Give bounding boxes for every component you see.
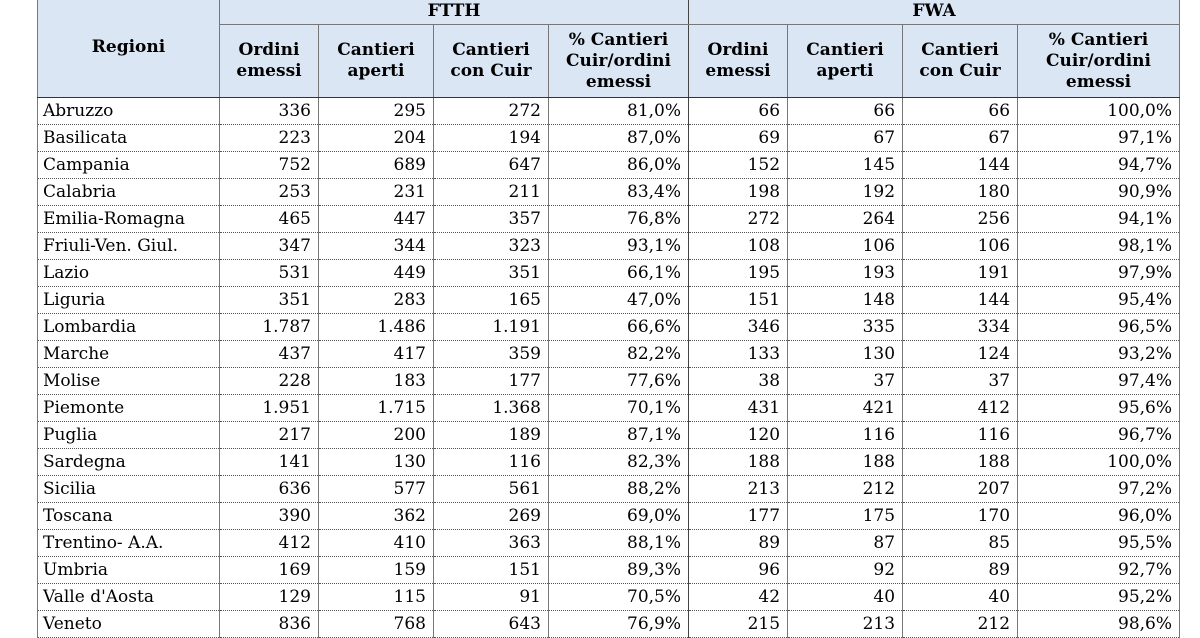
cell-fwa-ordini-emessi: 69 bbox=[689, 125, 788, 152]
cell-ftth-cantieri-aperti: 283 bbox=[319, 287, 434, 314]
cell-region-name: Molise bbox=[38, 368, 220, 395]
header-regions: Regioni bbox=[38, 0, 220, 98]
cell-ftth-ordini-emessi: 169 bbox=[220, 557, 319, 584]
table-header bbox=[38, 0, 1180, 98]
header-ftth-pct-cantieri: % Cantieri Cuir/ordini emessi bbox=[549, 25, 689, 98]
cell-fwa-pct-cantieri: 97,4% bbox=[1018, 368, 1180, 395]
cell-fwa-ordini-emessi: 152 bbox=[689, 152, 788, 179]
cell-ftth-ordini-emessi: 253 bbox=[220, 179, 319, 206]
table-row bbox=[38, 125, 1180, 152]
cell-ftth-cantieri-aperti: 130 bbox=[319, 449, 434, 476]
table-row bbox=[38, 530, 1180, 557]
cell-ftth-pct-cantieri: 69,0% bbox=[549, 503, 689, 530]
table-row bbox=[38, 368, 1180, 395]
cell-region-name: Emilia-Romagna bbox=[38, 206, 220, 233]
cell-ftth-ordini-emessi: 636 bbox=[220, 476, 319, 503]
header-ftth-cantieri-con-cuir: Cantieri con Cuir bbox=[434, 25, 549, 98]
cell-fwa-pct-cantieri: 96,0% bbox=[1018, 503, 1180, 530]
cell-ftth-pct-cantieri: 82,2% bbox=[549, 341, 689, 368]
cell-fwa-cantieri-aperti: 193 bbox=[788, 260, 903, 287]
table-row bbox=[38, 179, 1180, 206]
cell-fwa-cantieri-con-cuir: 191 bbox=[903, 260, 1018, 287]
cell-fwa-cantieri-con-cuir: 37 bbox=[903, 368, 1018, 395]
cell-fwa-pct-cantieri: 95,2% bbox=[1018, 584, 1180, 611]
cell-fwa-cantieri-aperti: 145 bbox=[788, 152, 903, 179]
cell-ftth-ordini-emessi: 217 bbox=[220, 422, 319, 449]
cell-fwa-ordini-emessi: 66 bbox=[689, 98, 788, 125]
cell-ftth-pct-cantieri: 86,0% bbox=[549, 152, 689, 179]
cell-ftth-cantieri-con-cuir: 211 bbox=[434, 179, 549, 206]
cell-ftth-cantieri-aperti: 204 bbox=[319, 125, 434, 152]
cell-ftth-cantieri-aperti: 417 bbox=[319, 341, 434, 368]
cell-fwa-pct-cantieri: 98,6% bbox=[1018, 611, 1180, 638]
cell-region-name: Lazio bbox=[38, 260, 220, 287]
cell-fwa-ordini-emessi: 89 bbox=[689, 530, 788, 557]
cell-region-name: Marche bbox=[38, 341, 220, 368]
cell-ftth-cantieri-aperti: 231 bbox=[319, 179, 434, 206]
cell-ftth-cantieri-con-cuir: 269 bbox=[434, 503, 549, 530]
cell-ftth-cantieri-con-cuir: 643 bbox=[434, 611, 549, 638]
cell-fwa-ordini-emessi: 177 bbox=[689, 503, 788, 530]
cell-ftth-cantieri-con-cuir: 1.191 bbox=[434, 314, 549, 341]
cell-ftth-pct-cantieri: 82,3% bbox=[549, 449, 689, 476]
cell-ftth-ordini-emessi: 836 bbox=[220, 611, 319, 638]
cell-fwa-cantieri-con-cuir: 212 bbox=[903, 611, 1018, 638]
cell-ftth-pct-cantieri: 70,1% bbox=[549, 395, 689, 422]
cell-ftth-cantieri-con-cuir: 561 bbox=[434, 476, 549, 503]
cell-ftth-pct-cantieri: 87,1% bbox=[549, 422, 689, 449]
cell-fwa-cantieri-aperti: 213 bbox=[788, 611, 903, 638]
cell-fwa-ordini-emessi: 120 bbox=[689, 422, 788, 449]
cell-fwa-ordini-emessi: 198 bbox=[689, 179, 788, 206]
cell-ftth-ordini-emessi: 228 bbox=[220, 368, 319, 395]
cell-ftth-cantieri-con-cuir: 272 bbox=[434, 98, 549, 125]
cell-fwa-ordini-emessi: 346 bbox=[689, 314, 788, 341]
cell-fwa-cantieri-aperti: 335 bbox=[788, 314, 903, 341]
cell-fwa-cantieri-con-cuir: 180 bbox=[903, 179, 1018, 206]
cell-region-name: Puglia bbox=[38, 422, 220, 449]
cell-fwa-pct-cantieri: 95,5% bbox=[1018, 530, 1180, 557]
cell-fwa-pct-cantieri: 90,9% bbox=[1018, 179, 1180, 206]
cell-fwa-cantieri-aperti: 40 bbox=[788, 584, 903, 611]
cell-ftth-cantieri-aperti: 768 bbox=[319, 611, 434, 638]
cell-fwa-cantieri-con-cuir: 207 bbox=[903, 476, 1018, 503]
cell-ftth-ordini-emessi: 347 bbox=[220, 233, 319, 260]
cell-fwa-cantieri-aperti: 37 bbox=[788, 368, 903, 395]
cell-ftth-cantieri-aperti: 447 bbox=[319, 206, 434, 233]
cell-ftth-cantieri-con-cuir: 1.368 bbox=[434, 395, 549, 422]
table-row bbox=[38, 341, 1180, 368]
cell-region-name: Basilicata bbox=[38, 125, 220, 152]
cell-fwa-cantieri-aperti: 188 bbox=[788, 449, 903, 476]
cell-ftth-cantieri-con-cuir: 194 bbox=[434, 125, 549, 152]
cell-region-name: Calabria bbox=[38, 179, 220, 206]
cell-ftth-pct-cantieri: 66,1% bbox=[549, 260, 689, 287]
table-row bbox=[38, 206, 1180, 233]
cell-ftth-ordini-emessi: 531 bbox=[220, 260, 319, 287]
table-row bbox=[38, 476, 1180, 503]
cell-fwa-pct-cantieri: 92,7% bbox=[1018, 557, 1180, 584]
cell-ftth-pct-cantieri: 93,1% bbox=[549, 233, 689, 260]
cell-fwa-pct-cantieri: 100,0% bbox=[1018, 449, 1180, 476]
cell-ftth-pct-cantieri: 76,8% bbox=[549, 206, 689, 233]
cell-ftth-cantieri-aperti: 200 bbox=[319, 422, 434, 449]
cell-ftth-ordini-emessi: 437 bbox=[220, 341, 319, 368]
cell-ftth-ordini-emessi: 1.787 bbox=[220, 314, 319, 341]
cell-fwa-cantieri-aperti: 212 bbox=[788, 476, 903, 503]
cell-region-name: Piemonte bbox=[38, 395, 220, 422]
cell-fwa-cantieri-aperti: 192 bbox=[788, 179, 903, 206]
cell-fwa-cantieri-aperti: 66 bbox=[788, 98, 903, 125]
header-ftth-ordini-emessi: Ordini emessi bbox=[220, 25, 319, 98]
cell-fwa-cantieri-aperti: 264 bbox=[788, 206, 903, 233]
cell-fwa-cantieri-con-cuir: 124 bbox=[903, 341, 1018, 368]
table-row bbox=[38, 287, 1180, 314]
cell-fwa-ordini-emessi: 108 bbox=[689, 233, 788, 260]
table-row bbox=[38, 98, 1180, 125]
cell-ftth-pct-cantieri: 89,3% bbox=[549, 557, 689, 584]
cell-region-name: Sardegna bbox=[38, 449, 220, 476]
cell-fwa-ordini-emessi: 133 bbox=[689, 341, 788, 368]
cell-fwa-cantieri-con-cuir: 256 bbox=[903, 206, 1018, 233]
table-row bbox=[38, 584, 1180, 611]
cell-ftth-ordini-emessi: 390 bbox=[220, 503, 319, 530]
cell-fwa-cantieri-aperti: 421 bbox=[788, 395, 903, 422]
cell-fwa-pct-cantieri: 98,1% bbox=[1018, 233, 1180, 260]
table-row bbox=[38, 422, 1180, 449]
cell-fwa-cantieri-aperti: 87 bbox=[788, 530, 903, 557]
cell-region-name: Veneto bbox=[38, 611, 220, 638]
cell-ftth-ordini-emessi: 1.951 bbox=[220, 395, 319, 422]
cell-ftth-ordini-emessi: 141 bbox=[220, 449, 319, 476]
cell-fwa-ordini-emessi: 188 bbox=[689, 449, 788, 476]
table-row bbox=[38, 449, 1180, 476]
cell-ftth-ordini-emessi: 465 bbox=[220, 206, 319, 233]
header-fwa-ordini-emessi: Ordini emessi bbox=[689, 25, 788, 98]
group-header-row bbox=[38, 0, 1180, 25]
cell-ftth-pct-cantieri: 81,0% bbox=[549, 98, 689, 125]
group-header-ftth: FTTH bbox=[220, 0, 689, 25]
cell-fwa-cantieri-aperti: 148 bbox=[788, 287, 903, 314]
cell-fwa-cantieri-con-cuir: 188 bbox=[903, 449, 1018, 476]
table-row bbox=[38, 395, 1180, 422]
cell-ftth-cantieri-con-cuir: 363 bbox=[434, 530, 549, 557]
cell-fwa-pct-cantieri: 97,1% bbox=[1018, 125, 1180, 152]
cell-fwa-pct-cantieri: 95,4% bbox=[1018, 287, 1180, 314]
cell-fwa-ordini-emessi: 38 bbox=[689, 368, 788, 395]
cell-fwa-cantieri-con-cuir: 412 bbox=[903, 395, 1018, 422]
cell-fwa-pct-cantieri: 97,2% bbox=[1018, 476, 1180, 503]
cell-ftth-pct-cantieri: 87,0% bbox=[549, 125, 689, 152]
table-body bbox=[38, 98, 1180, 638]
cell-fwa-ordini-emessi: 272 bbox=[689, 206, 788, 233]
cell-ftth-cantieri-con-cuir: 359 bbox=[434, 341, 549, 368]
cell-ftth-ordini-emessi: 336 bbox=[220, 98, 319, 125]
cell-fwa-cantieri-aperti: 92 bbox=[788, 557, 903, 584]
cell-ftth-cantieri-aperti: 689 bbox=[319, 152, 434, 179]
cell-fwa-ordini-emessi: 96 bbox=[689, 557, 788, 584]
cell-ftth-ordini-emessi: 129 bbox=[220, 584, 319, 611]
cell-ftth-ordini-emessi: 412 bbox=[220, 530, 319, 557]
cell-ftth-cantieri-con-cuir: 91 bbox=[434, 584, 549, 611]
cell-ftth-cantieri-con-cuir: 189 bbox=[434, 422, 549, 449]
cell-ftth-pct-cantieri: 76,9% bbox=[549, 611, 689, 638]
cell-region-name: Valle d'Aosta bbox=[38, 584, 220, 611]
cell-region-name: Friuli-Ven. Giul. bbox=[38, 233, 220, 260]
cell-ftth-cantieri-aperti: 1.715 bbox=[319, 395, 434, 422]
cell-fwa-pct-cantieri: 97,9% bbox=[1018, 260, 1180, 287]
cell-ftth-cantieri-con-cuir: 165 bbox=[434, 287, 549, 314]
cell-ftth-cantieri-con-cuir: 357 bbox=[434, 206, 549, 233]
cell-ftth-cantieri-aperti: 295 bbox=[319, 98, 434, 125]
regional-orders-table bbox=[37, 0, 1180, 638]
header-fwa-cantieri-con-cuir: Cantieri con Cuir bbox=[903, 25, 1018, 98]
cell-ftth-ordini-emessi: 752 bbox=[220, 152, 319, 179]
cell-fwa-pct-cantieri: 96,7% bbox=[1018, 422, 1180, 449]
cell-ftth-pct-cantieri: 47,0% bbox=[549, 287, 689, 314]
cell-ftth-pct-cantieri: 88,1% bbox=[549, 530, 689, 557]
cell-fwa-ordini-emessi: 431 bbox=[689, 395, 788, 422]
group-header-fwa: FWA bbox=[689, 0, 1180, 25]
table-row bbox=[38, 233, 1180, 260]
cell-fwa-pct-cantieri: 100,0% bbox=[1018, 98, 1180, 125]
header-fwa-cantieri-aperti: Cantieri aperti bbox=[788, 25, 903, 98]
table-row bbox=[38, 152, 1180, 179]
cell-fwa-pct-cantieri: 96,5% bbox=[1018, 314, 1180, 341]
cell-fwa-cantieri-con-cuir: 144 bbox=[903, 287, 1018, 314]
cell-fwa-pct-cantieri: 93,2% bbox=[1018, 341, 1180, 368]
cell-ftth-cantieri-aperti: 159 bbox=[319, 557, 434, 584]
cell-fwa-cantieri-con-cuir: 40 bbox=[903, 584, 1018, 611]
cell-fwa-pct-cantieri: 95,6% bbox=[1018, 395, 1180, 422]
table-row bbox=[38, 611, 1180, 638]
cell-fwa-cantieri-con-cuir: 85 bbox=[903, 530, 1018, 557]
cell-ftth-ordini-emessi: 223 bbox=[220, 125, 319, 152]
cell-ftth-cantieri-con-cuir: 323 bbox=[434, 233, 549, 260]
cell-region-name: Liguria bbox=[38, 287, 220, 314]
cell-ftth-cantieri-aperti: 449 bbox=[319, 260, 434, 287]
cell-fwa-pct-cantieri: 94,1% bbox=[1018, 206, 1180, 233]
cell-ftth-cantieri-aperti: 1.486 bbox=[319, 314, 434, 341]
cell-fwa-cantieri-con-cuir: 170 bbox=[903, 503, 1018, 530]
header-fwa-pct-cantieri: % Cantieri Cuir/ordini emessi bbox=[1018, 25, 1180, 98]
cell-ftth-cantieri-con-cuir: 351 bbox=[434, 260, 549, 287]
cell-fwa-cantieri-aperti: 106 bbox=[788, 233, 903, 260]
table-row bbox=[38, 503, 1180, 530]
cell-fwa-ordini-emessi: 42 bbox=[689, 584, 788, 611]
cell-ftth-cantieri-con-cuir: 177 bbox=[434, 368, 549, 395]
cell-ftth-cantieri-con-cuir: 151 bbox=[434, 557, 549, 584]
cell-ftth-cantieri-aperti: 183 bbox=[319, 368, 434, 395]
cell-fwa-ordini-emessi: 151 bbox=[689, 287, 788, 314]
cell-ftth-pct-cantieri: 70,5% bbox=[549, 584, 689, 611]
cell-fwa-cantieri-con-cuir: 106 bbox=[903, 233, 1018, 260]
header-ftth-cantieri-aperti: Cantieri aperti bbox=[319, 25, 434, 98]
cell-region-name: Toscana bbox=[38, 503, 220, 530]
data-table-container bbox=[37, 0, 1179, 638]
cell-region-name: Campania bbox=[38, 152, 220, 179]
cell-region-name: Abruzzo bbox=[38, 98, 220, 125]
cell-fwa-ordini-emessi: 215 bbox=[689, 611, 788, 638]
cell-ftth-ordini-emessi: 351 bbox=[220, 287, 319, 314]
cell-fwa-cantieri-con-cuir: 144 bbox=[903, 152, 1018, 179]
cell-region-name: Lombardia bbox=[38, 314, 220, 341]
cell-ftth-pct-cantieri: 77,6% bbox=[549, 368, 689, 395]
cell-ftth-cantieri-aperti: 577 bbox=[319, 476, 434, 503]
cell-ftth-cantieri-con-cuir: 116 bbox=[434, 449, 549, 476]
cell-fwa-cantieri-aperti: 175 bbox=[788, 503, 903, 530]
cell-ftth-pct-cantieri: 66,6% bbox=[549, 314, 689, 341]
cell-ftth-cantieri-aperti: 362 bbox=[319, 503, 434, 530]
cell-ftth-cantieri-aperti: 115 bbox=[319, 584, 434, 611]
cell-fwa-cantieri-con-cuir: 67 bbox=[903, 125, 1018, 152]
cell-fwa-ordini-emessi: 195 bbox=[689, 260, 788, 287]
cell-ftth-cantieri-con-cuir: 647 bbox=[434, 152, 549, 179]
cell-fwa-ordini-emessi: 213 bbox=[689, 476, 788, 503]
table-row bbox=[38, 260, 1180, 287]
cell-ftth-cantieri-aperti: 344 bbox=[319, 233, 434, 260]
cell-ftth-pct-cantieri: 88,2% bbox=[549, 476, 689, 503]
cell-fwa-cantieri-aperti: 130 bbox=[788, 341, 903, 368]
cell-fwa-cantieri-con-cuir: 66 bbox=[903, 98, 1018, 125]
cell-fwa-pct-cantieri: 94,7% bbox=[1018, 152, 1180, 179]
cell-fwa-cantieri-con-cuir: 89 bbox=[903, 557, 1018, 584]
cell-region-name: Umbria bbox=[38, 557, 220, 584]
cell-fwa-cantieri-aperti: 67 bbox=[788, 125, 903, 152]
cell-region-name: Trentino- A.A. bbox=[38, 530, 220, 557]
cell-fwa-cantieri-aperti: 116 bbox=[788, 422, 903, 449]
cell-region-name: Sicilia bbox=[38, 476, 220, 503]
table-row bbox=[38, 314, 1180, 341]
cell-fwa-cantieri-con-cuir: 116 bbox=[903, 422, 1018, 449]
cell-ftth-cantieri-aperti: 410 bbox=[319, 530, 434, 557]
cell-fwa-cantieri-con-cuir: 334 bbox=[903, 314, 1018, 341]
table-row bbox=[38, 557, 1180, 584]
cell-ftth-pct-cantieri: 83,4% bbox=[549, 179, 689, 206]
